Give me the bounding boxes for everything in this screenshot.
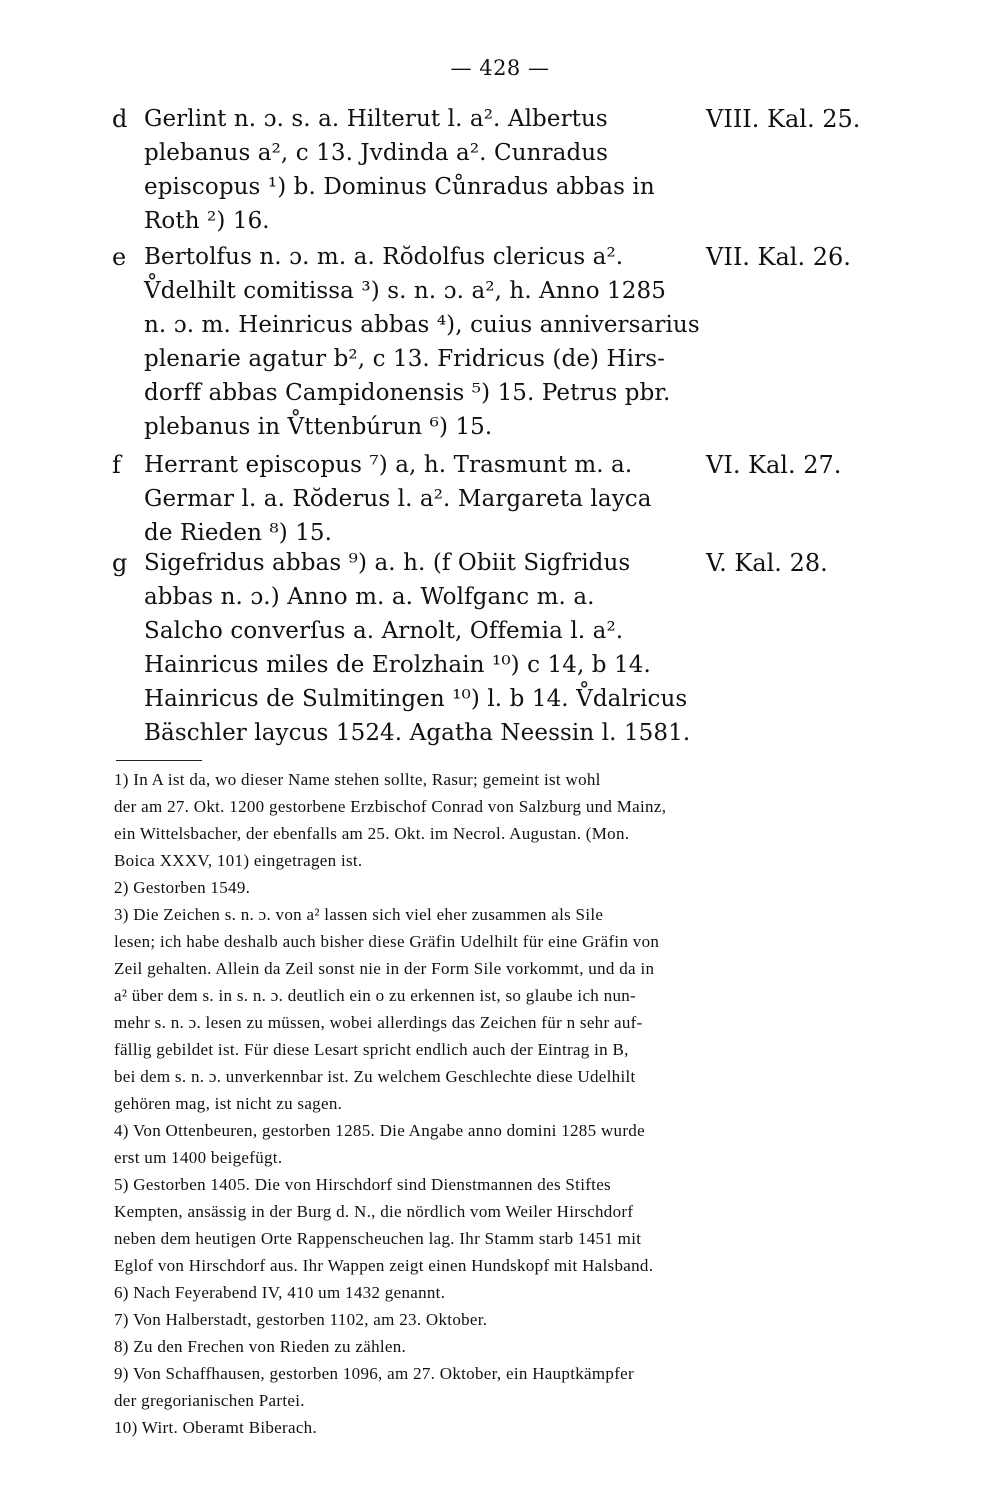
footnote-line: Boica XXXV, 101) eingetragen ist. [114,851,363,870]
entry-line: Bäschler laycus 1524. Agatha Neessin l. 1581. [144,720,691,746]
footnote-line: mehr s. n. ɔ. lesen zu müssen, wobei allerdings das Zeichen für n sehr auf- [114,1013,643,1032]
entry-line: Gerlint n. ɔ. s. a. Hilterut l. a². Albertus [144,106,608,132]
entry-text [144,448,714,550]
entry-line: Hainricus de Sulmitingen ¹⁰) l. b 14. V̊dalricus [144,686,688,712]
entry-line: Sigefridus abbas ⁹) a. h. (f Obiit Sigfridus [144,550,631,576]
entry-line: Germar l. a. Rŏderus l. a². Margareta layca [144,486,652,512]
footnote-line: 3) Die Zeichen s. n. ɔ. von a² lassen sich viel eher zusammen als Sile [114,905,604,924]
entry-text [144,240,714,444]
footnote-line: bei dem s. n. ɔ. unverkennbar ist. Zu welchem Geschlechte diese Udelhilt [114,1067,636,1086]
footnote-line: Zeil gehalten. Allein da Zeil sonst nie in der Form Sile vorkommt, und da in [114,959,655,978]
entry-line: episcopus ¹) b. Dominus Cůnradus abbas in [144,174,655,200]
footnote-line: lesen; ich habe deshalb auch bisher diese Gräfin Udelhilt für eine Gräfin von [114,932,660,951]
entry-line: plenarie agatur b², c 13. Fridricus (de) Hirs- [144,346,666,372]
calendar-date: V. Kal. 28. [706,549,828,577]
footnote-line: Kempten, ansässig in der Burg d. N., die nördlich vom Weiler Hirschdorf [114,1202,634,1221]
footnote-line: 6) Nach Feyerabend IV, 410 um 1432 genannt. [114,1283,446,1302]
entry-line: dorff abbas Campidonensis ⁵) 15. Petrus pbr. [144,380,671,406]
footnote-divider [116,760,202,761]
calendar-date: VI. Kal. 27. [706,451,842,479]
footnote-line: der gregorianischen Partei. [114,1391,305,1410]
footnote-line: neben dem heutigen Orte Rappenscheuchen lag. Ihr Stamm starb 1451 mit [114,1229,642,1248]
footnote-line: der am 27. Okt. 1200 gestorbene Erzbischof Conrad von Salzburg und Mainz, [114,797,667,816]
footnote-line: 4) Von Ottenbeuren, gestorben 1285. Die Angabe anno domini 1285 wurde [114,1121,645,1140]
footnote-line: a² über dem s. in s. n. ɔ. deutlich ein o zu erkennen ist, so glaube ich nun- [114,986,637,1005]
footnote-line: fällig gebildet ist. Für diese Lesart spricht endlich auch der Eintrag in B, [114,1040,629,1059]
entry-line: Hainricus miles de Erolzhain ¹⁰) c 14, b 14. [144,652,651,678]
entry-line: Herrant episcopus ⁷) a, h. Trasmunt m. a. [144,452,633,478]
entry-line: abbas n. ɔ.) Anno m. a. Wolfganc m. a. [144,584,595,610]
day-letter: g [112,549,128,577]
calendar-date: VIII. Kal. 25. [706,105,861,133]
footnote-line: 1) In A ist da, wo dieser Name stehen sollte, Rasur; gemeint ist wohl [114,770,601,789]
day-letter: f [112,451,121,479]
entry-line: de Rieden ⁸) 15. [144,520,333,546]
entry-line: plebanus a², c 13. Jvdinda a². Cunradus [144,140,609,166]
footnote-line: ein Wittelsbacher, der ebenfalls am 25. Okt. im Necrol. Augustan. (Mon. [114,824,630,843]
entry-line: Bertolfus n. ɔ. m. a. Rŏdolfus clericus a². [144,244,624,270]
entry-line: plebanus in V̊ttenbúrun ⁶) 15. [144,414,493,440]
footnote-line: Eglof von Hirschdorf aus. Ihr Wappen zeigt einen Hundskopf mit Halsband. [114,1256,654,1275]
entry-line: n. ɔ. m. Heinricus abbas ⁴), cuius anniversarius [144,312,700,338]
footnote-line: 10) Wirt. Oberamt Biberach. [114,1418,318,1437]
footnote-line: 2) Gestorben 1549. [114,878,251,897]
footnote-line: 5) Gestorben 1405. Die von Hirschdorf sind Dienstmannen des Stiftes [114,1175,611,1194]
day-letter: d [112,105,128,133]
day-letter: e [112,243,127,271]
calendar-date: VII. Kal. 26. [706,243,851,271]
entry-text [144,102,714,238]
footnotes [114,766,894,1441]
entry-text [144,546,714,750]
entry-line: V̊delhilt comitissa ³) s. n. ɔ. a², h. Anno 1285 [144,278,666,304]
footnote-line: gehören mag, ist nicht zu sagen. [114,1094,343,1113]
footnote-line: 9) Von Schaffhausen, gestorben 1096, am 27. Oktober, ein Hauptkämpfer [114,1364,634,1383]
page-number: — 428 — [450,56,550,80]
entry-line: Salcho converſus a. Arnolt, Offemia l. a². [144,618,624,644]
entry-line: Roth ²) 16. [144,208,270,234]
footnote-line: 7) Von Halberstadt, gestorben 1102, am 23. Oktober. [114,1310,488,1329]
footnote-line: erst um 1400 beigefügt. [114,1148,283,1167]
footnote-line: 8) Zu den Frechen von Rieden zu zählen. [114,1337,407,1356]
